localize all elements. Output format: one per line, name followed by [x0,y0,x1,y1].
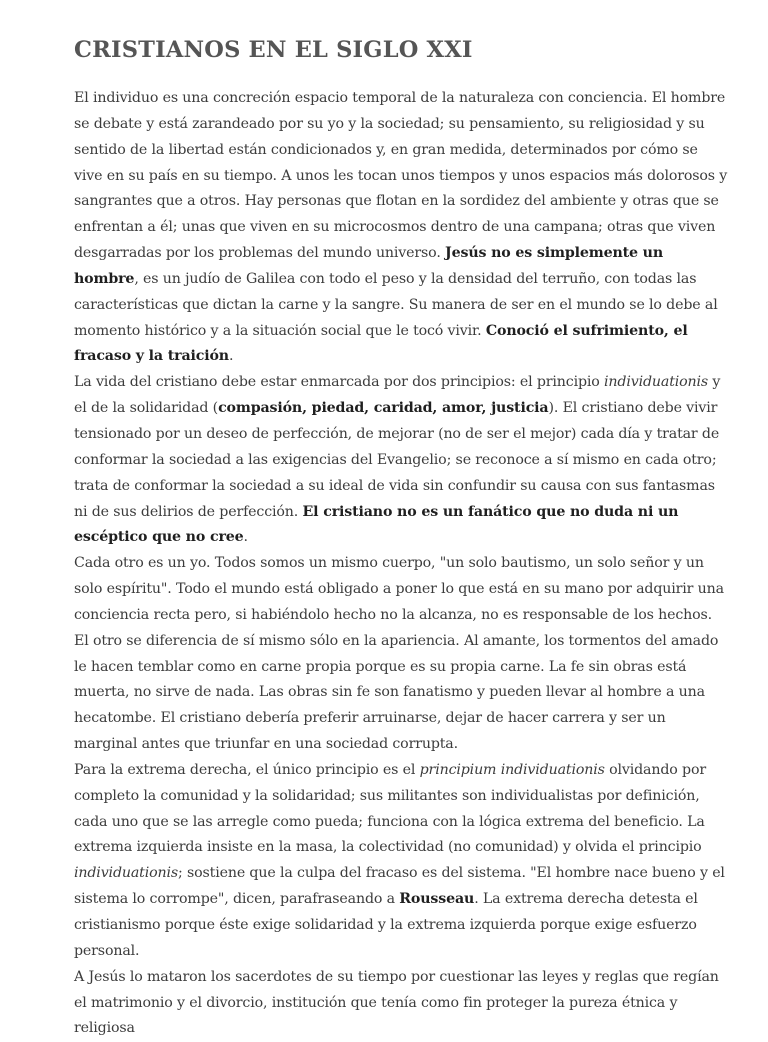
italic-text: principium individuationis [419,761,605,778]
text-run: . [243,529,248,546]
bold-text: compasión, piedad, caridad, amor, justicia [218,400,549,417]
text-run: . La extrema derecha detesta el cristianismo porque éste exige solidaridad y la extrema izquierda porque exige esfuerzo personal. [74,891,698,959]
paragraph [74,86,730,370]
text-run: . [228,348,234,365]
text-run: Para la extrema derecha, el único principio es el [74,761,420,778]
text-run: A Jesús lo mataron los sacerdotes de su tiempo por cuestionar las leyes y reglas que regían el matrimonio y el divorcio, institución que tenía como fin proteger la pureza étnica y religiosa [74,968,719,1037]
paragraph [74,370,730,551]
text-run: La vida del cristiano debe estar enmarcada por dos principios: el principio [74,374,605,391]
document-body [74,86,730,1042]
bold-text: Conoció el sufrimiento, el fracaso y la traición [74,322,688,365]
italic-text: individuationis [604,374,709,391]
text-run: Cada otro es un yo. Todos somos un mismo cuerpo, "un solo bautismo, un solo señor y un solo espíritu". Todo el mundo está obligado a poner lo que está en su mano por adquirir una conciencia recta pero, si habiéndolo hecho no la alcanza, no es responsable de los hechos. El otro se diferencia de sí mismo sólo en la apariencia. Al amante, los tormentos del amado le hacen temblar como en carne propia porque es su propia carne. La fe sin obras está muerta, no sirve de nada. Las obras sin fe son fanatismo y pueden llevar al hombre a una hecatombe. El cristiano debería preferir arruinarse, dejar de hacer carrera y ser un marginal antes que triunfar en una sociedad corrupta. [74,555,724,753]
text-run: y el de la solidaridad ( [74,374,721,417]
bold-text: El cristiano no es un fanático que no duda ni un escéptico que no cree [74,503,679,546]
bold-text: Rousseau [399,891,475,908]
paragraph [74,758,730,965]
text-run: El individuo es una concreción espacio temporal de la naturaleza con conciencia. El hombre se debate y está zarandeado por su yo y la sociedad; su pensamiento, su religiosidad y su sentido de la libertad están condicionados y, en gran medida, determinados por cómo se vive en su país en su tiempo. A unos les tocan unos tiempos y unos espacios más dolorosos y sangrantes que a otros. Hay personas que flotan en la sordidez del ambiente y otras que se enfrentan a él; unas que viven en su microcosmos dentro de una campana; otras que viven desgarradas por los problemas del mundo universo. [74,90,728,262]
document-title: CRISTIANOS EN EL SIGLO XXI [74,37,473,63]
italic-text: individuationis [74,865,179,882]
text-run: olvidando por completo la comunidad y la solidaridad; sus militantes son individualistas por definición, cada uno que se las arregle como pueda; funciona con la lógica extrema del beneficio. La extrema izquierda insiste en la masa, la colectividad (no comunidad) y olvida el principio [74,761,706,856]
paragraph [74,551,730,758]
paragraph [74,965,730,1042]
text-run: , es un judío de Galilea con todo el peso y la densidad del terruño, con todas las características que dictan la carne y la sangre. Su manera de ser en el mundo se lo debe al momento histórico y a la situación social que le tocó vivir. [74,270,718,339]
bold-text: Jesús no es simplemente un hombre [74,245,664,287]
text-run: ; sostiene que la culpa del fracaso es del sistema. "El hombre nace bueno y el sistema lo corrompe", dicen, parafraseando a [74,865,725,908]
text-run: ). El cristiano debe vivir tensionado por un deseo de perfección, de mejorar (no de ser el mejor) cada día y tratar de conformar la sociedad a las exigencias del Evangelio; se reconoce a sí mismo en cada otro; trata de conformar la sociedad a su ideal de vida sin confundir su causa con sus fantasmas ni de sus delirios de perfección. [74,400,720,520]
